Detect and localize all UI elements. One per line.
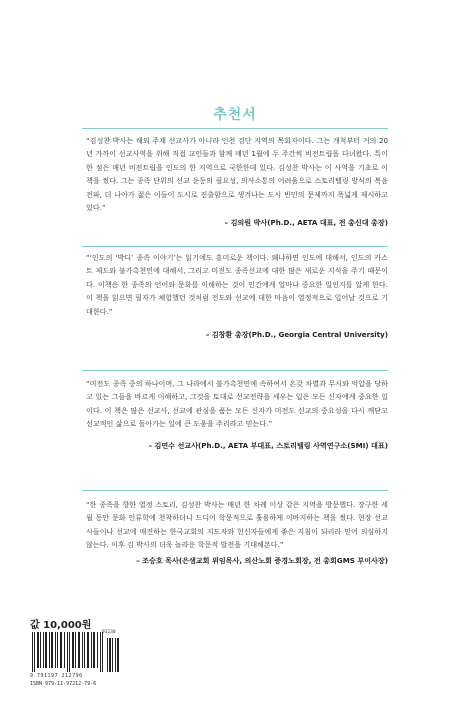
endorsement-3 bbox=[86, 377, 388, 452]
endorsement-quote: “한 종족을 향한 열정 스토리, 김성찬 박사는 매년 한 차례 이상 같은 지역을 방문했다. 장구한 세월 동안 문화 인류학에 천착하더니 드디어 학문적으로 훌륭하게 이바지하는 책을 썼다. 현장 선교사들이나 선교에 매진하는 한국교회의 지도자와 헌신자들에게 좋은 지침이 되리라 믿어 의심하지 않는다. 이후 김 박사의 더욱 놀라운 학문적 발전을 기대해본다.” bbox=[86, 500, 388, 550]
section-heading: 추천서 bbox=[213, 107, 257, 123]
divider bbox=[82, 370, 388, 371]
endorsement-attribution: – 김창환 총장(Ph.D., Georgia Central University) bbox=[205, 330, 388, 340]
endorsement-2 bbox=[86, 251, 388, 341]
barcode-digits: 9 791197 212790 bbox=[30, 673, 83, 679]
endorsement-4 bbox=[86, 498, 388, 567]
endorsement-attribution: – 김의원 박사(Ph.D., AETA 대표, 전 총신대 총장) bbox=[224, 218, 388, 228]
endorsement-quote: “‘인도의 ‘박디’ 종족 이야기’는 읽기에도 흥미로운 책이다. 왜냐하면 인도에 대해서, 인도의 카스트 제도와 불가촉천민에 대해서, 그리고 미전도 종족선교에 대한 많은 새로운 지식을 주기 때문이다. 이책은 한 종족의 언어와 문화를 이해하는 것이 인간에게 얼마나 중요한 일인지를 알게 한다. 이 책을 읽으면 필자가 체험했던 것처럼 전도와 선교에 대한 마음이 열정적으로 일어날 것으로 기대한다.” bbox=[86, 253, 388, 316]
barcode-addon-digits: 93230 bbox=[102, 630, 116, 635]
endorsement-quote: “김성찬 박사는 해외 주재 선교사가 아니라 인천 검단 지역의 목회자이다. 그는 개척부터 거의 20년 가까이 선교사역을 위해 직접 교인들과 함께 매년 1월에 두 주간씩 비전트립을 다녀왔다. 특이한 점은 매년 비전트립을 인도의 한 지역으로 국한한데 있다. 김성찬 박사는 이 사역을 기초로 이 책을 썼다. 그는 종족 단위의 선교 운동의 필요성, 의사소통의 어려움으로 스토리텔링 방식의 복음 전파, 더 나아가 젊은 이들이 도시로 진출함으로 생겨나는 도시 빈민의 문제까지 폭넓게 제시하고 있다.” bbox=[86, 136, 388, 213]
endorsement-1 bbox=[86, 134, 388, 229]
divider bbox=[82, 490, 388, 491]
isbn-number: ISBN 979-11-97212-79-6 bbox=[30, 681, 97, 687]
endorsement-attribution: – 김연수 선교사(Ph.D., AETA 부대표, 스토리텔링 사역연구소(SMI) 대표) bbox=[148, 440, 388, 450]
endorsement-attribution: – 조승호 목사(은샘교회 위임목사, 의산노회 증경노회장, 전 총회GMS 부이사장) bbox=[136, 555, 388, 565]
endorsement-quote: “미전도 종족 중의 하나이며, 그 나라에서 불가촉천민에 속하여서 온갖 차별과 무시와 억압을 당하고 있는 그들을 바르게 이해하고, 그것을 토대로 선교전략을 세우는 일은 모든 신자에게 중요한 일이다. 이 책은 많은 선교사, 선교에 관심을 품는 모든 신자가 미전도 선교의 중요성을 다시 깨닫고 선교적인 삶으로 돌아가는 일에 큰 도움을 주리라고 믿는다.” bbox=[86, 379, 388, 429]
top-divider bbox=[82, 128, 388, 129]
divider bbox=[82, 246, 388, 247]
price-label: 값 10,000원 bbox=[30, 620, 92, 631]
